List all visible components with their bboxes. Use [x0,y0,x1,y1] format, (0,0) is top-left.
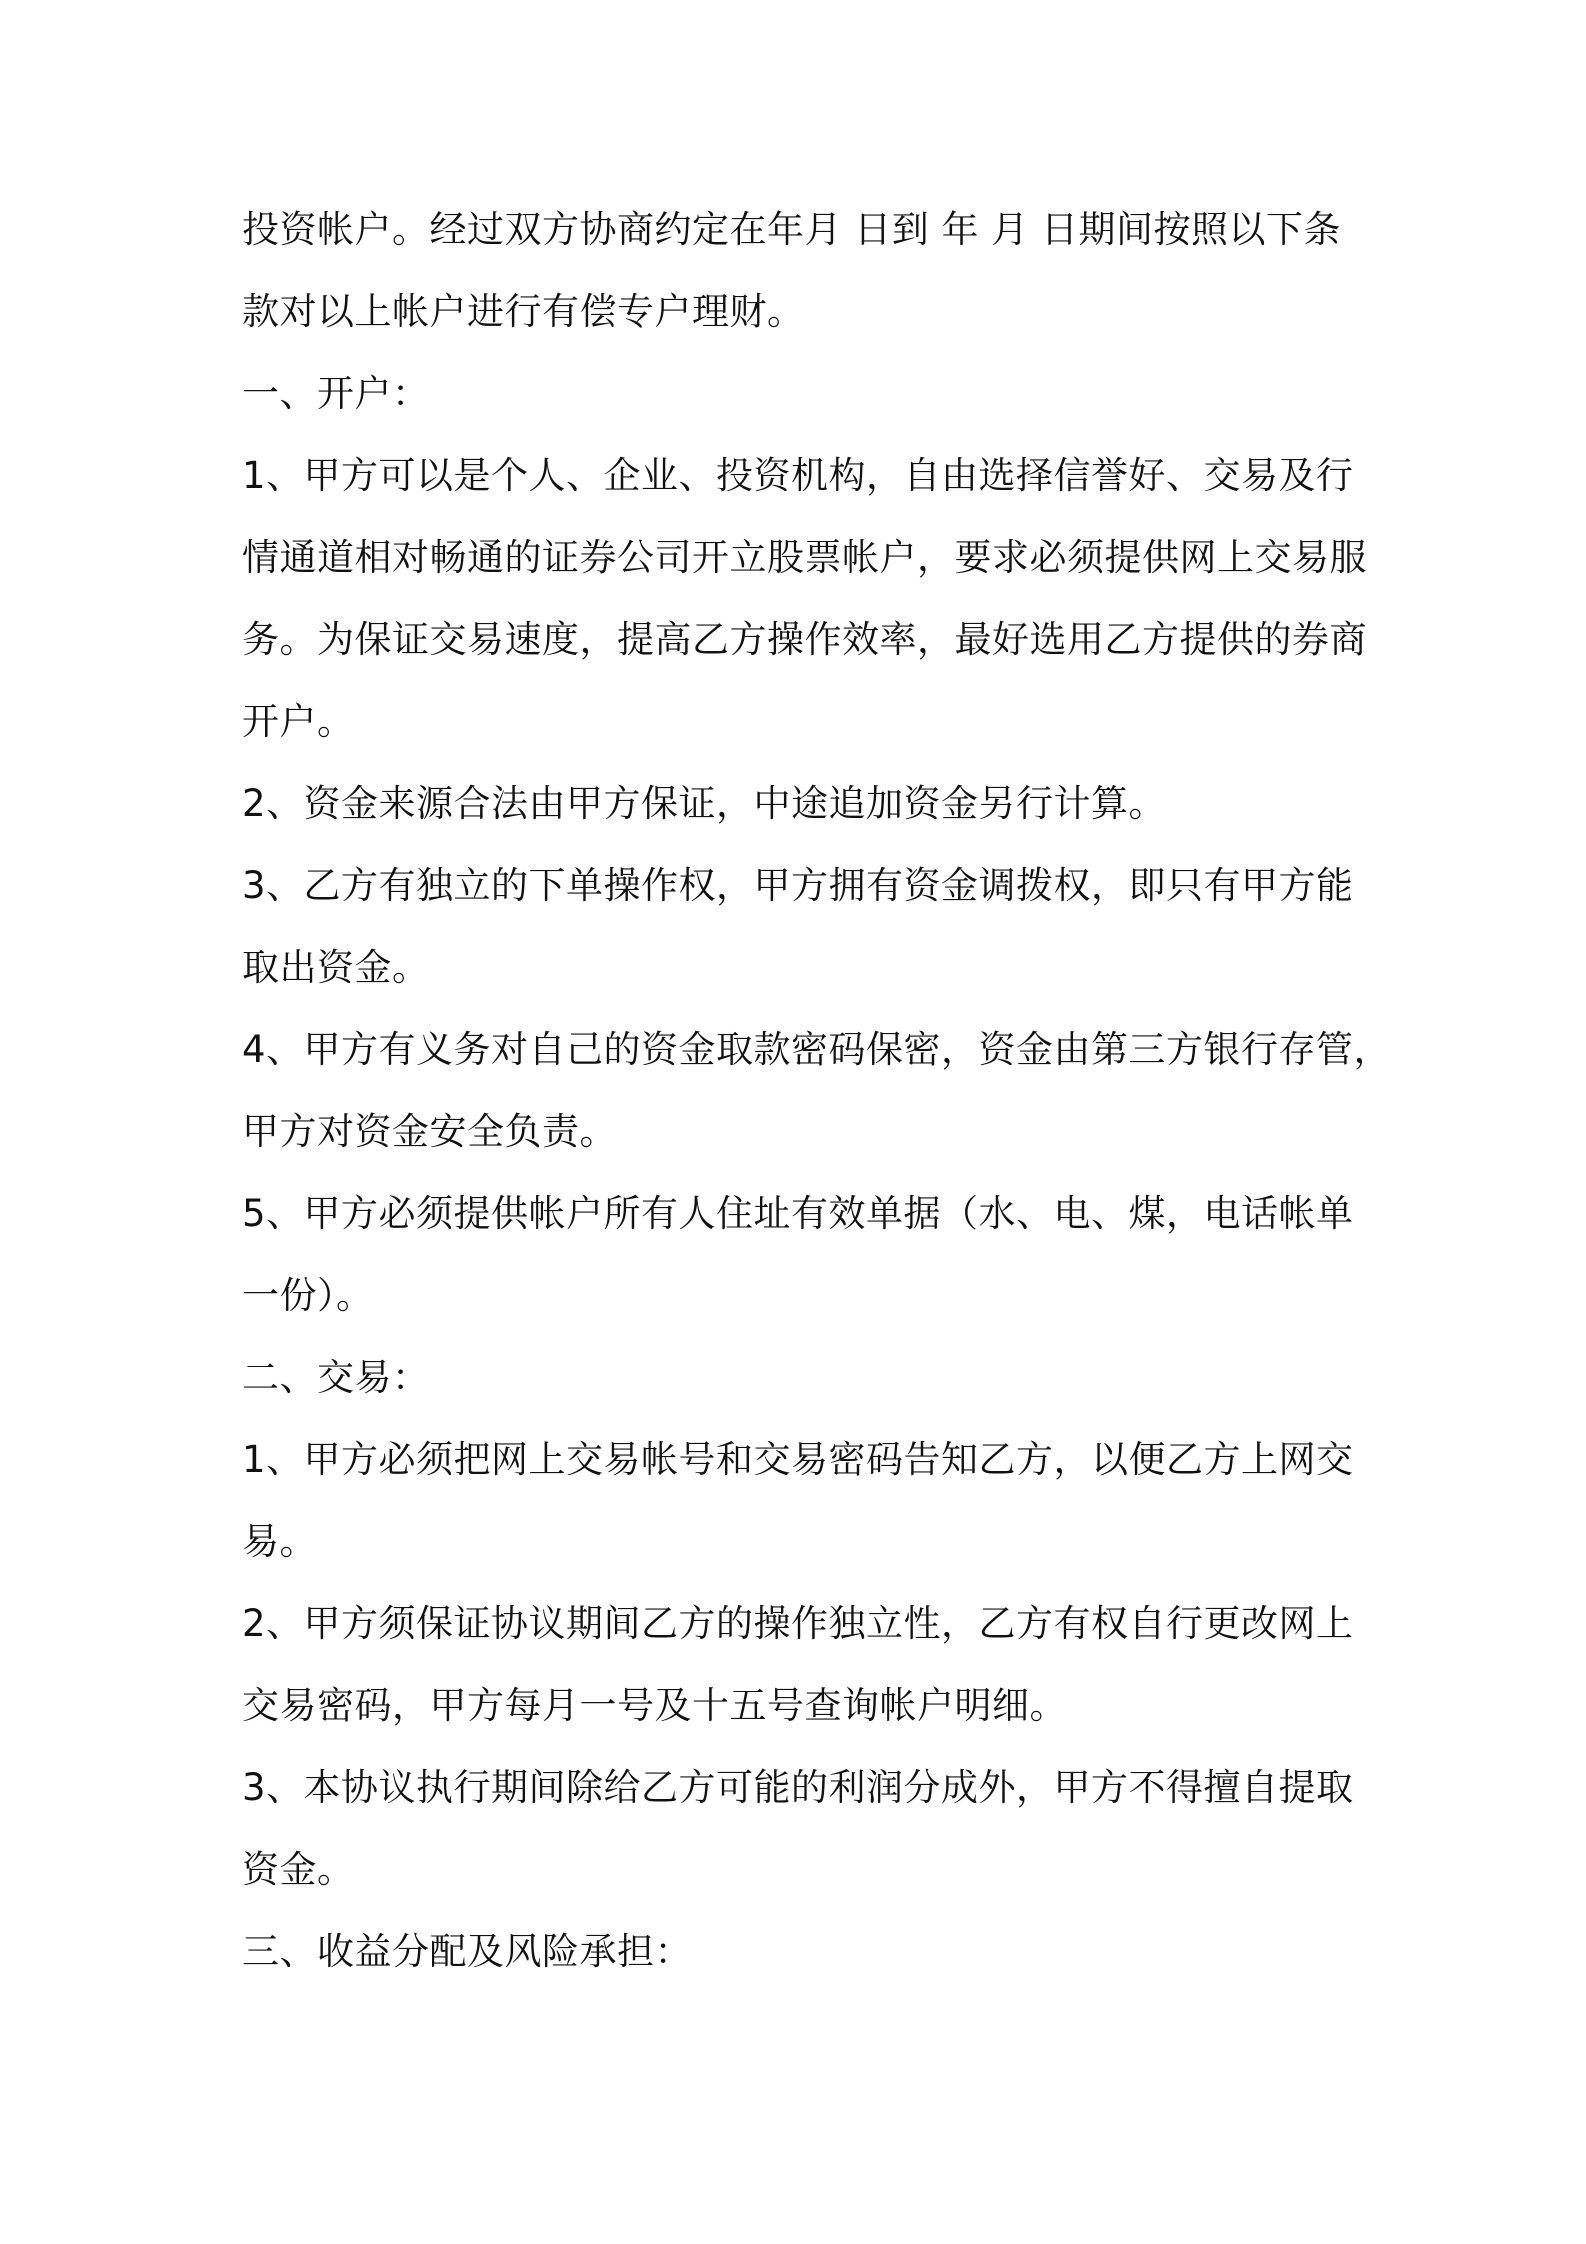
text-line-2: 款对以上帐户进行有偿专户理财。 [242,290,805,333]
text-line-11: 4、甲方有义务对自己的资金取款密码保密，资金由第三方银行存管， [242,1028,1392,1071]
text-line-18: 2、甲方须保证协议期间乙方的操作独立性，乙方有权自行更改网上 [242,1602,1354,1645]
text-line-14: 一份）。 [242,1274,374,1317]
text-line-8: 2、资金来源合法由甲方保证，中途追加资金另行计算。 [242,782,1167,825]
section-heading-profit-risk: 三、收益分配及风险承担： [242,1930,692,1973]
text-line-21: 资金。 [242,1848,355,1891]
text-line-13: 5、甲方必须提供帐户所有人住址有效单据（水、电、煤，电话帐单 [242,1192,1354,1235]
text-line-9: 3、乙方有独立的下单操作权，甲方拥有资金调拨权，即只有甲方能 [242,864,1354,907]
text-line-10: 取出资金。 [242,946,430,989]
section-heading-account-opening: 一、开户： [242,372,430,415]
text-line-17: 易。 [242,1520,317,1563]
text-line-16: 1、甲方必须把网上交易帐号和交易密码告知乙方，以便乙方上网交 [242,1438,1354,1481]
text-line-6: 务。为保证交易速度，提高乙方操作效率，最好选用乙方提供的券商 [242,618,1367,661]
text-line-12: 甲方对资金安全负责。 [242,1110,617,1153]
text-line-5: 情通道相对畅通的证券公司开立股票帐户，要求必须提供网上交易服 [242,536,1367,579]
text-line-1: 投资帐户。经过双方协商约定在年月 日到 年 月 日期间按照以下条 [242,208,1342,251]
text-line-20: 3、本协议执行期间除给乙方可能的利润分成外，甲方不得擅自提取 [242,1766,1354,1809]
text-line-7: 开户。 [242,700,355,743]
text-line-4: 1、甲方可以是个人、企业、投资机构，自由选择信誉好、交易及行 [242,454,1354,497]
section-heading-trading: 二、交易： [242,1356,430,1399]
text-line-19: 交易密码，甲方每月一号及十五号查询帐户明细。 [242,1684,1067,1727]
